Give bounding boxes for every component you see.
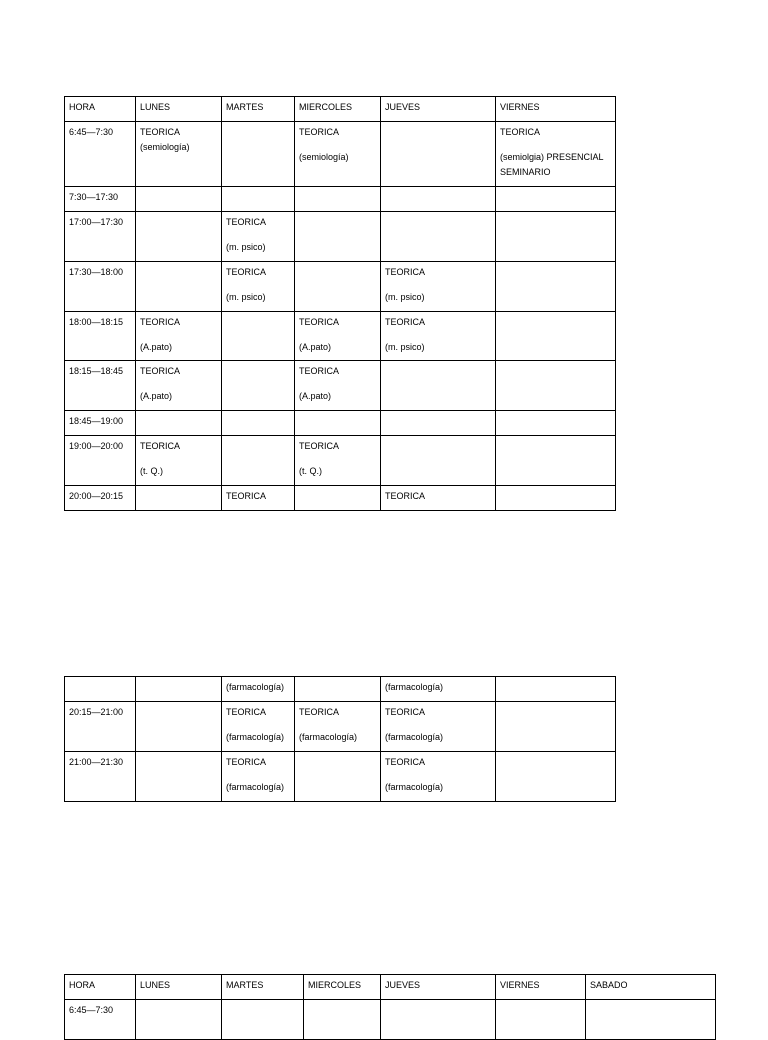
table-cell bbox=[381, 436, 496, 486]
hora-cell: 20:15—21:00 bbox=[65, 702, 136, 752]
table-cell bbox=[136, 187, 222, 212]
table-cell bbox=[496, 702, 616, 752]
table-cell bbox=[381, 122, 496, 187]
header-cell-miercoles: MIERCOLES bbox=[295, 97, 381, 122]
header-row bbox=[65, 97, 616, 122]
table-cell bbox=[295, 486, 381, 511]
table-cell bbox=[222, 312, 295, 361]
table-cell bbox=[222, 1000, 304, 1040]
hora-cell: 21:00—21:30 bbox=[65, 752, 136, 802]
table-cell bbox=[496, 1000, 586, 1040]
hora-cell: 7:30—17:30 bbox=[65, 187, 136, 212]
cell-line: TEORICA bbox=[385, 317, 426, 327]
hora-cell: 18:00—18:15 bbox=[65, 312, 136, 361]
table-cell bbox=[496, 752, 616, 802]
table-cell bbox=[381, 187, 496, 212]
hora-cell: 20:00—20:15 bbox=[65, 486, 136, 511]
table-row bbox=[65, 436, 616, 486]
hora-cell: 6:45—7:30 bbox=[65, 122, 136, 187]
table-cell bbox=[136, 486, 222, 511]
cell-line: TEORICA bbox=[299, 441, 340, 451]
cell-line: (m. psico) bbox=[385, 342, 425, 352]
cell-line: TEORICA bbox=[140, 366, 181, 376]
cell-line: TEORICA bbox=[299, 366, 340, 376]
cell-line: TEORICA bbox=[385, 267, 426, 277]
header-cell-sabado: SABADO bbox=[586, 975, 716, 1000]
table-cell bbox=[222, 212, 295, 262]
table-cell bbox=[222, 436, 295, 486]
table-cell bbox=[295, 361, 381, 411]
table-row bbox=[65, 212, 616, 262]
table-cell bbox=[136, 122, 222, 187]
table-cell bbox=[136, 262, 222, 312]
table-cell bbox=[496, 212, 616, 262]
table-cell bbox=[295, 187, 381, 212]
header-cell-martes: MARTES bbox=[222, 975, 304, 1000]
table-row bbox=[65, 677, 616, 702]
table-cell bbox=[381, 1000, 496, 1040]
table-cell bbox=[136, 1000, 222, 1040]
cell-line: TEORICA bbox=[299, 317, 340, 327]
table-cell bbox=[222, 361, 295, 411]
table-cell bbox=[295, 702, 381, 752]
table-cell bbox=[496, 262, 616, 312]
table-cell bbox=[136, 312, 222, 361]
cell-line: (m. psico) bbox=[385, 292, 425, 302]
table-cell bbox=[496, 486, 616, 511]
table-cell bbox=[222, 411, 295, 436]
header-row bbox=[65, 975, 716, 1000]
table-cell bbox=[381, 262, 496, 312]
table-cell: TEORICA bbox=[222, 486, 295, 511]
table-row bbox=[65, 411, 616, 436]
header-cell-jueves: JUEVES bbox=[381, 97, 496, 122]
cell-line: TEORICA bbox=[140, 127, 181, 137]
table-cell bbox=[381, 752, 496, 802]
table-row bbox=[65, 361, 616, 411]
table-cell bbox=[496, 361, 616, 411]
cell-line: (A.pato) bbox=[140, 342, 173, 352]
table-cell bbox=[136, 752, 222, 802]
table-row bbox=[65, 702, 616, 752]
cell-line: (farmacología) bbox=[226, 732, 285, 742]
table-cell bbox=[222, 122, 295, 187]
table-cell bbox=[136, 677, 222, 702]
cell-line: (semiología) bbox=[140, 142, 190, 152]
header-cell-lunes: LUNES bbox=[136, 975, 222, 1000]
table-cell: TEORICA bbox=[381, 486, 496, 511]
cell-line: TEORICA bbox=[226, 217, 267, 227]
table-cell bbox=[381, 312, 496, 361]
header-cell-viernes: VIERNES bbox=[496, 975, 586, 1000]
hora-cell: 18:15—18:45 bbox=[65, 361, 136, 411]
table-cell bbox=[222, 702, 295, 752]
hora-cell: 19:00—20:00 bbox=[65, 436, 136, 486]
header-cell-martes: MARTES bbox=[222, 97, 295, 122]
cell-line: (m. psico) bbox=[226, 292, 266, 302]
table-row bbox=[65, 486, 616, 511]
table-row bbox=[65, 752, 616, 802]
cell-line: (semiología) bbox=[299, 152, 349, 162]
table-cell bbox=[222, 187, 295, 212]
table-cell bbox=[295, 122, 381, 187]
table-cell bbox=[136, 436, 222, 486]
hora-cell: 18:45—19:00 bbox=[65, 411, 136, 436]
cell-line: TEORICA bbox=[226, 757, 267, 767]
schedule-table-3 bbox=[64, 974, 716, 1040]
header-cell-viernes: VIERNES bbox=[496, 97, 616, 122]
table-cell bbox=[222, 752, 295, 802]
table-cell bbox=[295, 677, 381, 702]
table-cell bbox=[136, 212, 222, 262]
header-cell-hora: HORA bbox=[65, 97, 136, 122]
table-cell bbox=[136, 361, 222, 411]
hora-cell: 17:00—17:30 bbox=[65, 212, 136, 262]
cell-line: TEORICA bbox=[140, 441, 181, 451]
hora-cell: 6:45—7:30 bbox=[65, 1000, 136, 1040]
schedule-table-2 bbox=[64, 676, 616, 802]
hora-cell: 17:30—18:00 bbox=[65, 262, 136, 312]
cell-line: TEORICA bbox=[299, 127, 340, 137]
cell-line: (t. Q.) bbox=[140, 466, 163, 476]
header-cell-miercoles: MIERCOLES bbox=[304, 975, 381, 1000]
cell-line: (A.pato) bbox=[140, 391, 173, 401]
table-cell bbox=[496, 677, 616, 702]
table-row bbox=[65, 122, 616, 187]
table-cell bbox=[496, 122, 616, 187]
table-cell bbox=[496, 411, 616, 436]
table-cell bbox=[295, 752, 381, 802]
header-cell-hora: HORA bbox=[65, 975, 136, 1000]
schedule-table-1 bbox=[64, 96, 616, 511]
cell-line: (semiolgia) PRESENCIAL SEMINARIO bbox=[500, 152, 604, 177]
table-cell bbox=[496, 312, 616, 361]
cell-line: TEORICA bbox=[226, 707, 267, 717]
table-cell bbox=[381, 212, 496, 262]
cell-line: (A.pato) bbox=[299, 391, 332, 401]
table-cell bbox=[136, 702, 222, 752]
cell-line: TEORICA bbox=[385, 707, 426, 717]
cell-line: TEORICA bbox=[299, 707, 340, 717]
table-row bbox=[65, 262, 616, 312]
cell-line: (A.pato) bbox=[299, 342, 332, 352]
table-cell: (farmacología) bbox=[222, 677, 295, 702]
cell-line: TEORICA bbox=[500, 127, 541, 137]
cell-line: TEORICA bbox=[385, 757, 426, 767]
table-cell bbox=[381, 411, 496, 436]
header-cell-lunes: LUNES bbox=[136, 97, 222, 122]
table-cell bbox=[586, 1000, 716, 1040]
table-cell bbox=[136, 411, 222, 436]
cell-line: (m. psico) bbox=[226, 242, 266, 252]
table-cell bbox=[381, 361, 496, 411]
cell-line: (farmacología) bbox=[385, 732, 444, 742]
table-cell bbox=[295, 262, 381, 312]
cell-line: TEORICA bbox=[140, 317, 181, 327]
cell-line: (t. Q.) bbox=[299, 466, 322, 476]
table-cell bbox=[295, 212, 381, 262]
table-cell: (farmacología) bbox=[381, 677, 496, 702]
table-cell bbox=[496, 187, 616, 212]
table-cell bbox=[381, 702, 496, 752]
header-cell-jueves: JUEVES bbox=[381, 975, 496, 1000]
table-row bbox=[65, 1000, 716, 1040]
table-cell bbox=[295, 411, 381, 436]
table-row bbox=[65, 312, 616, 361]
cell-line: (farmacología) bbox=[385, 782, 444, 792]
table-cell bbox=[295, 436, 381, 486]
table-row bbox=[65, 187, 616, 212]
hora-cell bbox=[65, 677, 136, 702]
table-cell bbox=[496, 436, 616, 486]
cell-line: (farmacología) bbox=[226, 782, 285, 792]
cell-line: TEORICA bbox=[226, 267, 267, 277]
table-cell bbox=[295, 312, 381, 361]
table-cell bbox=[304, 1000, 381, 1040]
table-cell bbox=[222, 262, 295, 312]
cell-line: (farmacología) bbox=[299, 732, 358, 742]
